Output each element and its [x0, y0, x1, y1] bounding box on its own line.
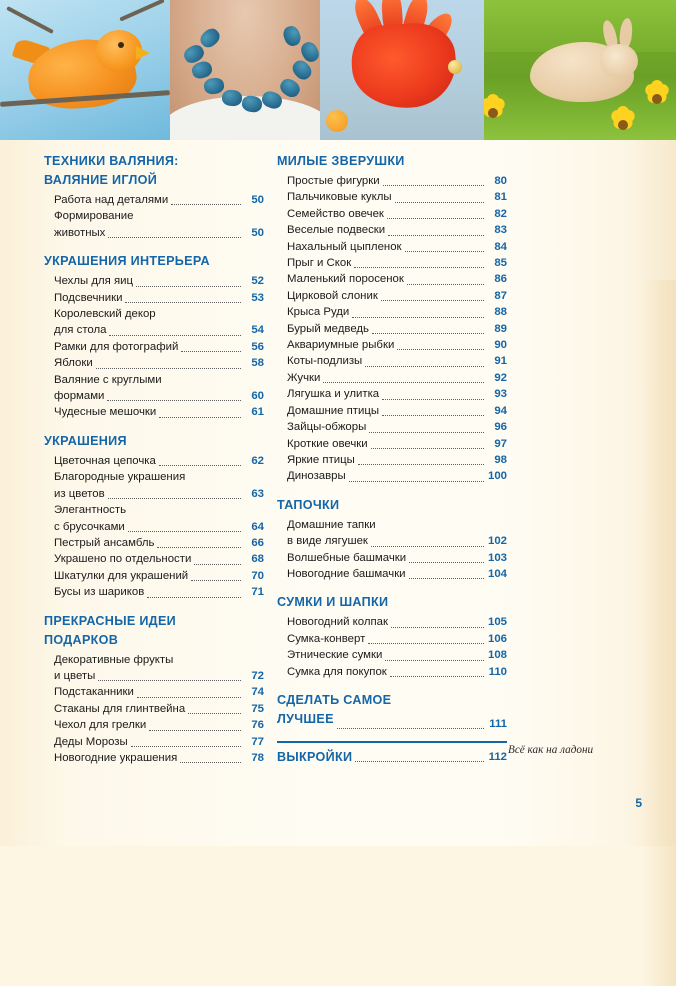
toc-entry-page: 111	[489, 717, 507, 730]
toc-entry[interactable]	[277, 337, 507, 353]
toc-entry-page: 84	[494, 240, 507, 253]
felted-red-shoe-photo	[320, 0, 484, 140]
section-spacer	[44, 601, 264, 614]
leader-dots	[395, 201, 484, 203]
toc-right-column	[277, 154, 507, 732]
leader-dots	[128, 530, 241, 532]
toc-final-label: ВЫКРОЙКИ	[277, 750, 353, 765]
toc-entry-label: Яблоки	[54, 357, 93, 370]
leader-dots	[381, 299, 484, 301]
toc-entry-label: Шкатулки для украшений	[54, 569, 189, 582]
toc-entry-page: 56	[251, 340, 264, 353]
table-of-contents	[0, 140, 676, 846]
toc-entry-label: Коты-подлизы	[287, 355, 363, 368]
toc-entry[interactable]	[277, 452, 507, 468]
toc-entry[interactable]	[277, 288, 507, 304]
toc-entry-label: Цирковой слоник	[287, 289, 378, 302]
toc-entry-label: Новогодний колпак	[287, 616, 388, 629]
leader-dots	[159, 318, 241, 319]
toc-entry-page: 85	[494, 257, 507, 270]
toc-entry-label: Домашние тапки	[287, 518, 376, 531]
leader-dots	[409, 577, 484, 579]
toc-entry[interactable]	[44, 717, 264, 733]
toc-entry-label: Рамки для фотографий	[54, 340, 179, 353]
toc-section	[277, 498, 507, 583]
page-number: 5	[635, 796, 642, 810]
toc-entry[interactable]	[44, 750, 264, 766]
toc-entry-label: Аквариумные рыбки	[287, 339, 395, 352]
leader-dots	[388, 234, 484, 236]
toc-entry-label: из цветов	[54, 487, 105, 500]
toc-entry-page: 64	[251, 520, 264, 533]
leader-dots	[382, 414, 484, 416]
leader-dots	[405, 250, 484, 252]
leader-dots	[349, 480, 484, 482]
toc-entry-label: Кроткие овечки	[287, 437, 368, 450]
leader-dots	[159, 464, 241, 466]
toc-entry-page: 52	[251, 275, 264, 288]
toc-entry-page: 66	[251, 536, 264, 549]
toc-section	[44, 154, 264, 241]
toc-entry-label: Семейство овечек	[287, 207, 384, 220]
toc-entry[interactable]	[277, 517, 507, 533]
toc-entry[interactable]	[44, 535, 264, 551]
section-spacer	[44, 421, 264, 434]
toc-entry[interactable]	[277, 664, 507, 680]
leader-dots	[368, 642, 484, 644]
toc-entry-page: 82	[494, 207, 507, 220]
leader-dots	[171, 203, 241, 205]
toc-entry-page: 71	[251, 586, 264, 599]
toc-entry-page: 80	[494, 175, 507, 187]
toc-entry-page: 100	[487, 470, 507, 483]
toc-entry-page: 104	[487, 567, 507, 580]
toc-entry-page: 105	[487, 616, 507, 629]
leader-dots	[194, 563, 241, 565]
toc-entry[interactable]	[277, 321, 507, 337]
felted-blue-necklace-photo	[170, 0, 320, 140]
toc-entry[interactable]	[44, 306, 264, 322]
toc-entry-label: Лягушка и улитка	[287, 388, 380, 401]
toc-entry-page: 81	[494, 191, 507, 204]
photo-strip	[0, 0, 676, 140]
leader-dots	[107, 399, 241, 401]
toc-entry-label: формами	[54, 390, 105, 403]
toc-entry[interactable]	[277, 468, 507, 484]
felted-rabbit-photo	[484, 0, 676, 140]
leader-dots	[382, 398, 484, 400]
toc-entry[interactable]	[277, 206, 507, 222]
toc-entry-label: Пальчиковые куклы	[287, 191, 392, 204]
toc-entry[interactable]	[44, 192, 264, 208]
toc-entry[interactable]	[44, 225, 264, 241]
leader-dots	[181, 350, 241, 352]
leader-dots	[387, 217, 484, 219]
toc-entry-page: 97	[494, 437, 507, 450]
toc-entry-label: Жучки	[287, 371, 321, 384]
toc-entry-page: 89	[494, 322, 507, 335]
toc-entry[interactable]	[277, 403, 507, 419]
toc-entry-page: 106	[487, 632, 507, 645]
toc-entry-page: 90	[494, 339, 507, 352]
toc-entry-label: Подстаканники	[54, 686, 134, 699]
toc-entry[interactable]	[277, 173, 507, 189]
leader-dots	[157, 546, 241, 548]
toc-entry-label: Сумка для покупок	[287, 665, 387, 678]
toc-entry-label: Веселые подвески	[287, 224, 386, 237]
toc-entry-label: Чехлы для яиц	[54, 275, 134, 288]
leader-dots	[372, 332, 484, 334]
toc-entry-page: 77	[251, 735, 264, 748]
toc-entry-page: 68	[251, 553, 264, 566]
toc-entry-label: Элегантность	[54, 504, 127, 517]
toc-entry-page: 78	[251, 751, 264, 764]
toc-entry-page: 86	[494, 273, 507, 286]
toc-entry[interactable]	[44, 486, 264, 502]
toc-final-page: 112	[488, 751, 507, 763]
toc-entry[interactable]	[277, 566, 507, 582]
toc-entry-page: 70	[251, 569, 264, 582]
leader-dots	[147, 596, 241, 598]
toc-entry[interactable]	[44, 355, 264, 371]
toc-entry-label: Новогодние башмачки	[287, 567, 406, 580]
toc-entry-label: с брусочками	[54, 520, 125, 533]
toc-entry-label: Формирование	[54, 210, 134, 223]
toc-entry-label: Бурый медведь	[287, 322, 369, 335]
toc-entry[interactable]	[44, 584, 264, 600]
rabbit-head	[600, 44, 638, 78]
sunflower-icon	[644, 86, 670, 112]
toc-entry-label: Нахальный цыпленок	[287, 240, 402, 253]
toc-entry-page: 58	[251, 357, 264, 370]
toc-section-title: УКРАШЕНИЯ	[44, 433, 127, 448]
toc-entry-page: 54	[251, 324, 264, 337]
leader-dots	[191, 579, 241, 581]
twig-decor	[119, 0, 164, 22]
leader-dots	[137, 696, 241, 698]
toc-entry[interactable]	[44, 568, 264, 584]
toc-entry[interactable]	[277, 533, 507, 549]
toc-section	[44, 434, 264, 601]
leader-dots	[98, 679, 241, 681]
leader-dots	[165, 384, 241, 385]
toc-section	[44, 614, 264, 767]
toc-entry[interactable]	[44, 273, 264, 289]
toc-entry[interactable]	[44, 208, 264, 224]
leader-dots	[409, 561, 484, 563]
toc-entry-label: Динозавры	[287, 470, 346, 483]
footnote-text: Всё как на ладони	[508, 744, 594, 756]
toc-entry-page: 72	[251, 669, 264, 682]
necklace-bead	[221, 89, 242, 106]
toc-entry-label: Волшебные башмачки	[287, 551, 407, 564]
toc-entry-page: 83	[494, 224, 507, 237]
toc-section-title: ПОДАРКОВ	[44, 632, 119, 647]
sunflower-icon	[484, 100, 506, 126]
sunflower-icon	[610, 112, 636, 138]
toc-section-title: ТЕХНИКИ ВАЛЯНИЯ:	[44, 154, 179, 168]
toc-entry-page: 108	[487, 649, 507, 662]
toc-entry-label: Домашние птицы	[287, 404, 380, 417]
toc-entry-label: Маленький поросенок	[287, 273, 404, 286]
toc-entry-page: 53	[251, 291, 264, 304]
leader-dots	[188, 712, 241, 714]
toc-entry-page: 103	[487, 551, 507, 564]
toc-entry-label: Крыса Руди	[287, 306, 350, 319]
toc-entry-page: 110	[488, 665, 507, 678]
toc-entry-label: животных	[54, 226, 106, 239]
leader-dots	[176, 664, 241, 665]
toc-entry[interactable]	[277, 189, 507, 205]
toc-divider	[277, 741, 507, 743]
leader-dots	[390, 675, 484, 677]
toc-entry-label: для стола	[54, 324, 107, 337]
toc-entry-label: Цветочная цепочка	[54, 454, 156, 467]
toc-entry[interactable]	[44, 701, 264, 717]
toc-entry-label: и цветы	[54, 669, 96, 682]
leader-dots	[371, 447, 484, 449]
toc-entry-page: 74	[251, 686, 264, 699]
toc-entry-label: Деды Морозы	[54, 735, 128, 748]
leader-dots	[108, 236, 241, 238]
felted-orange-bird-photo	[0, 0, 170, 140]
toc-entry[interactable]	[277, 647, 507, 663]
toc-section-title: ПРЕКРАСНЫЕ ИДЕИ	[44, 613, 177, 628]
toc-entry-label: Новогодние украшения	[54, 751, 178, 764]
leader-dots	[379, 529, 484, 530]
toc-entry[interactable]	[277, 370, 507, 386]
toc-entry-label: Украшено по отдельности	[54, 553, 192, 566]
toc-section-title: МИЛЫЕ ЗВЕРУШКИ	[277, 154, 405, 168]
toc-entry-page: 62	[251, 454, 264, 467]
toc-entry-page: 88	[494, 306, 507, 319]
section-spacer	[277, 485, 507, 498]
toc-section	[277, 154, 507, 485]
toc-entry[interactable]	[44, 684, 264, 700]
bird-eye	[118, 42, 124, 48]
section-spacer	[277, 680, 507, 693]
toc-entry[interactable]	[277, 631, 507, 647]
toc-entry[interactable]	[277, 386, 507, 402]
twig-decor	[6, 6, 54, 34]
toc-entry-label: Стаканы для глинтвейна	[54, 702, 186, 715]
toc-entry-label: Декоративные фрукты	[54, 653, 174, 666]
toc-entry[interactable]	[44, 290, 264, 306]
toc-entry-page: 98	[494, 453, 507, 466]
toc-entry[interactable]	[44, 339, 264, 355]
toc-entry[interactable]	[44, 668, 264, 684]
toc-entry-page: 76	[251, 719, 264, 732]
toc-entry[interactable]	[44, 322, 264, 338]
toc-entry-page: 87	[494, 289, 507, 302]
toc-entry-page: 60	[251, 390, 264, 403]
toc-entry[interactable]	[277, 239, 507, 255]
toc-entry-label: в виде лягушек	[287, 535, 368, 548]
toc-entry[interactable]	[277, 353, 507, 369]
leader-dots	[136, 285, 241, 287]
leader-dots	[323, 381, 484, 383]
leader-dots	[131, 745, 241, 747]
toc-entry-label: Бусы из шариков	[54, 586, 145, 599]
leader-dots	[337, 727, 484, 729]
toc-entry[interactable]	[44, 388, 264, 404]
bird-beak-icon	[136, 46, 150, 60]
toc-entry[interactable]	[277, 222, 507, 238]
toc-entry[interactable]	[44, 469, 264, 485]
toc-entry-label: Яркие птицы	[287, 453, 355, 466]
toc-entry-page: 93	[494, 388, 507, 401]
section-spacer	[44, 241, 264, 254]
leader-dots	[109, 334, 241, 336]
toc-entry-label: Пестрый ансамбль	[54, 536, 155, 549]
toc-entry[interactable]	[44, 551, 264, 567]
toc-section-title: ЛУЧШЕЕ	[277, 711, 334, 726]
toc-entry[interactable]	[44, 734, 264, 750]
toc-final-entry[interactable]	[277, 749, 507, 765]
toc-entry-label: Простые фигурки	[287, 175, 380, 187]
leader-dots	[159, 416, 241, 418]
toc-entry-label: Подсвечники	[54, 291, 123, 304]
toc-entry[interactable]	[277, 419, 507, 435]
bell-icon	[448, 60, 462, 74]
toc-section-title: СУМКИ И ШАПКИ	[277, 595, 389, 610]
toc-entry[interactable]	[277, 255, 507, 271]
toc-entry-label: Королевский декор	[54, 308, 156, 321]
toc-entry-label: Сумка-конверт	[287, 632, 366, 645]
toc-entry-page: 92	[494, 371, 507, 384]
toc-entry[interactable]	[44, 404, 264, 420]
leader-dots	[125, 301, 241, 303]
toc-entry-page: 91	[494, 355, 507, 368]
toc-left-column	[44, 154, 264, 766]
toc-entry[interactable]	[44, 372, 264, 388]
leader-dots	[354, 266, 484, 268]
leader-dots	[149, 729, 241, 731]
leader-dots	[365, 365, 484, 367]
toc-entry[interactable]	[44, 502, 264, 518]
toc-entry-label: Чехол для грелки	[54, 719, 147, 732]
toc-section	[277, 595, 507, 680]
leader-dots	[358, 463, 484, 465]
toc-section-title: УКРАШЕНИЯ ИНТЕРЬЕРА	[44, 254, 210, 269]
toc-section	[44, 254, 264, 421]
leader-dots	[407, 283, 484, 285]
leader-dots	[391, 626, 484, 628]
toc-entry[interactable]	[277, 614, 507, 630]
toc-entry-label: Работа над деталями	[54, 194, 169, 206]
toc-entry[interactable]	[277, 304, 507, 320]
leader-dots	[355, 760, 484, 762]
toc-entry-page: 50	[251, 194, 264, 206]
leader-dots	[188, 482, 241, 483]
leader-dots	[136, 221, 241, 222]
felt-ball	[326, 110, 348, 132]
leader-dots	[371, 545, 484, 547]
toc-entry-label: Чудесные мешочки	[54, 406, 157, 419]
toc-section-title: ВАЛЯНИЕ ИГЛОЙ	[44, 173, 158, 187]
toc-entry-label: Прыг и Скок	[287, 257, 352, 270]
toc-section-title: ТАПОЧКИ	[277, 497, 340, 512]
leader-dots	[96, 367, 241, 369]
page-edge-shadow	[642, 280, 676, 986]
toc-entry-page: 94	[494, 404, 507, 417]
toc-entry-label: Зайцы-обжоры	[287, 421, 367, 434]
toc-section	[277, 693, 507, 732]
leader-dots	[180, 761, 241, 763]
leader-dots	[397, 348, 484, 350]
toc-section-title: СДЕЛАТЬ САМОЕ	[277, 692, 392, 707]
toc-entry[interactable]	[277, 436, 507, 452]
toc-entry-page: 63	[251, 487, 264, 500]
leader-dots	[108, 497, 241, 499]
leader-dots	[352, 316, 484, 318]
toc-entry-page: 96	[494, 421, 507, 434]
leader-dots	[383, 184, 484, 186]
toc-entry-label: Этнические сумки	[287, 649, 383, 662]
toc-entry-page: 75	[251, 702, 264, 715]
shoe-body	[349, 20, 459, 111]
leader-dots	[385, 659, 484, 661]
toc-entry-label: Благородные украшения	[54, 471, 186, 484]
toc-entry-page: 61	[251, 406, 264, 419]
toc-entry[interactable]	[44, 453, 264, 469]
toc-entry[interactable]	[277, 550, 507, 566]
toc-entry[interactable]	[44, 519, 264, 535]
leader-dots	[369, 431, 484, 433]
toc-entry[interactable]	[44, 652, 264, 668]
toc-entry-page: 102	[487, 535, 507, 548]
toc-entry[interactable]	[277, 271, 507, 287]
section-spacer	[277, 582, 507, 595]
leader-dots	[129, 515, 241, 516]
toc-entry-page: 50	[251, 226, 264, 239]
toc-entry-label: Валяние с круглыми	[54, 373, 162, 386]
